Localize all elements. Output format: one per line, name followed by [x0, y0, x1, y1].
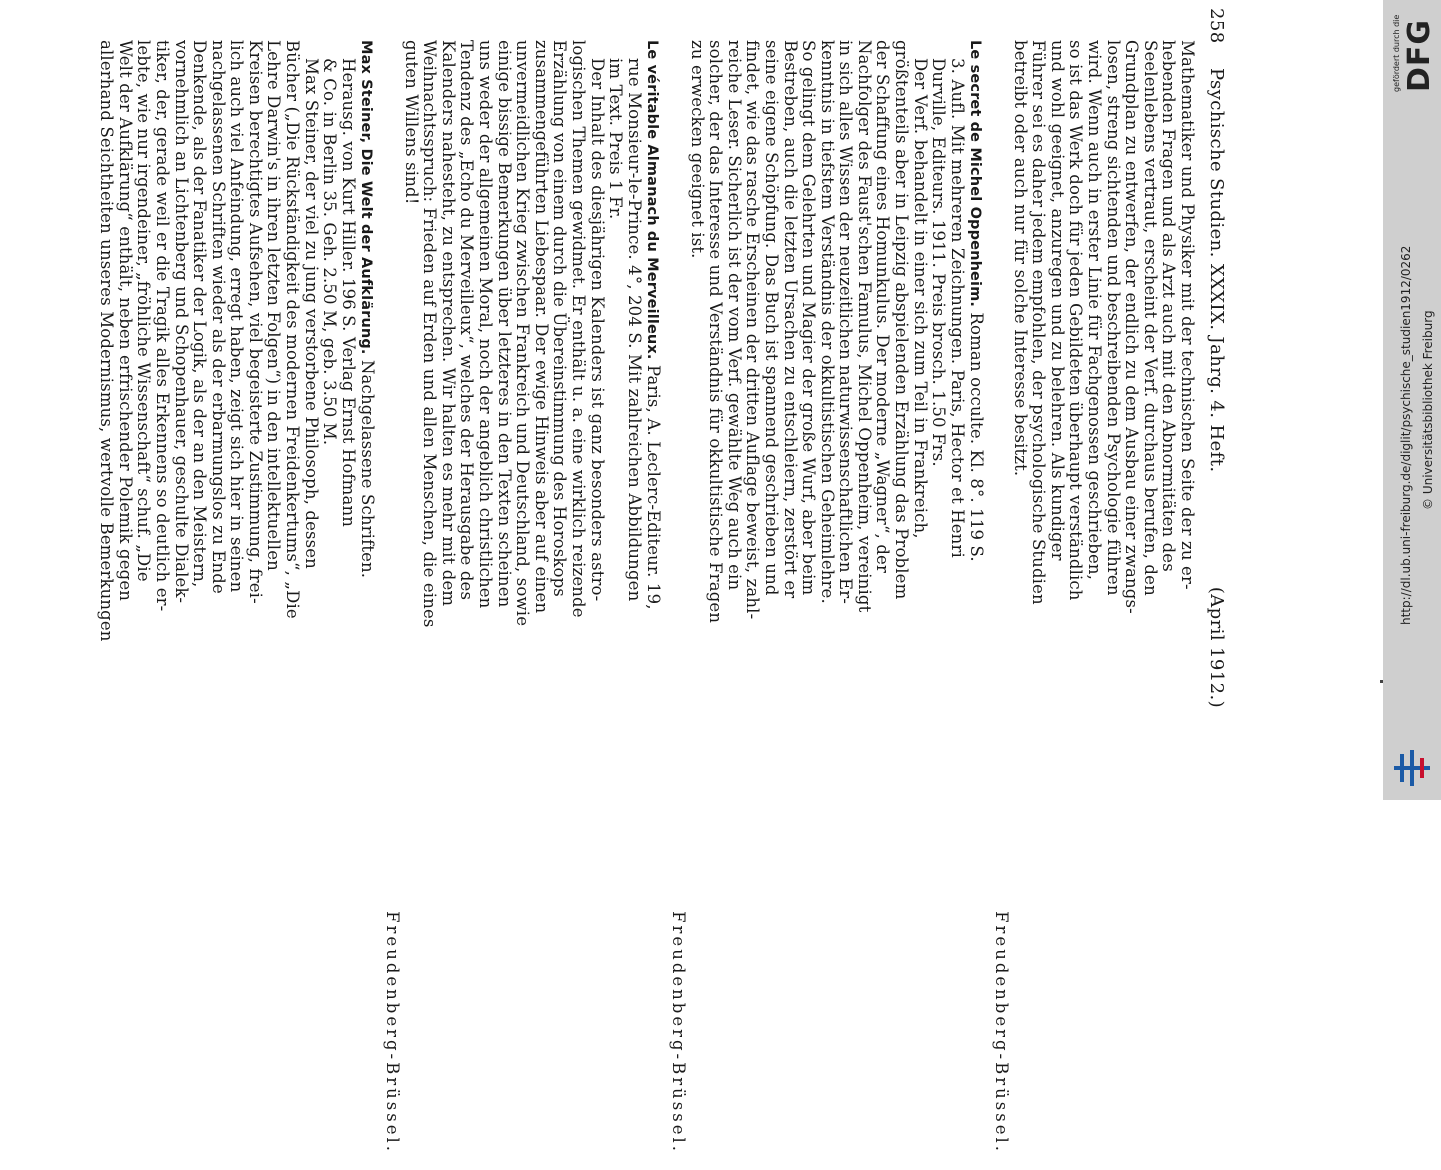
text-line: Grundplan zu entwerfen, der endlich zu dem Ausbau einer zwangs-	[1122, 40, 1142, 614]
text-line: Max Steiner, der viel zu jung verstorbene Philosoph, dessen	[301, 58, 321, 569]
text-line: Welt der Aufklärung“ enthält, neben erfrischender Polemik gegen	[115, 40, 135, 602]
text-line: Der Inhalt des diesjährigen Kalenders ist ganz besonders astro-	[587, 58, 607, 602]
text-line: tiker, der, gerade weil er die Tragik alles Erkennens so deutlich er-	[152, 40, 172, 612]
bibliographic-line: 3. Aufl. Mit mehreren Zeichnungen. Paris, Hector et Henri	[947, 58, 967, 558]
text-line: lich auch viel Anfeindung, erregt haben, zeigt sich hier in seinen	[227, 40, 247, 593]
review-secret-michel-oppenheim	[668, 40, 985, 1170]
dfg-logo: DFG	[1402, 18, 1437, 92]
bibliographic-line: im Text. Preis 1 Fr.	[606, 58, 626, 220]
text-line: Lehre Darwin's in ihren letzten Folgen“) in den intellektuellen	[264, 40, 284, 571]
text-line: Führer sei es daher jedem empfohlen, der psychologische Studien	[1029, 40, 1049, 605]
text-line: lebte, wie nur irgendeiner, „fröhliche Wissenschaft“ schuf. „Die	[134, 40, 154, 582]
review-title: Max Steiner, Die Welt der Aufklärung.	[358, 40, 375, 355]
text-line: allerhand Seichtheiten unseres Modernismus, wertvolle Bemerkungen	[97, 40, 117, 642]
review-title: Le secret de Michel Oppenheim.	[967, 40, 984, 308]
review-bibliographic-info: Paris, A. Leclerc-Editeur. 19,	[644, 359, 664, 610]
bibliographic-line: & Co. in Berlin 35. Geh. 2.50 M, geb. 3.50 M.	[320, 58, 340, 446]
text-line: wird. Wenn auch in erster Linie für Fachgenossen geschrieben,	[1085, 40, 1105, 581]
review-almanach-du-merveilleux	[382, 40, 662, 1170]
bibliographic-line: Herausg. von Kurt Hiller. 196 S. Verlag Ernst Hofmann	[338, 58, 358, 527]
text-line: Mathematiker und Physiker mit der technischen Seite der zu er-	[1178, 40, 1197, 590]
review-bibliographic-info: Roman occulte. Kl. 8°. 119 S.	[967, 307, 987, 562]
review-title-line	[357, 40, 377, 1170]
text-line: in sich alles Wissen der neuzeitlichen naturwissenschaftlichen Er-	[836, 40, 856, 605]
text-line: Bücher („Die Rückständigkeit des modernen Freidenkertums“, „Die	[283, 40, 303, 619]
text-line: nachgelassenen Schriften wieder als der erbarmungslos zu Ende	[208, 40, 228, 594]
text-line: unvermeidlichen Krieg zwischen Frankreich und Deutschland, sowie	[513, 40, 533, 627]
text-line: vornehmlich an Lichtenberg und Schopenhauer, geschulte Dialek-	[171, 40, 191, 604]
review-welt-der-aufklaerung	[97, 40, 377, 1170]
scanned-page	[58, 0, 1238, 1154]
text-line: Seelenlebens vertraut, erscheint der Verf. durchaus berufen, den	[1140, 40, 1160, 596]
text-line: solcher, der das Interesse und Verständnis für okkultistische Fragen	[706, 40, 726, 624]
text-line: Erzählung von einem durch die Übereinstimmung des Horoskops	[550, 40, 570, 597]
text-line: und wohl geeignet, anzuregen und zu belehren. Als kundiger	[1047, 40, 1067, 561]
text-line: so ist das Werk doch für jeden Gebildeten überhaupt verständlich	[1066, 40, 1086, 601]
source-url: http://dl.ub.uni-freiburg.de/diglit/psychische_studien1912/0262	[1399, 245, 1413, 625]
review-title-line	[643, 40, 663, 1170]
reviewer-signature: Freudenberg-Brüssel.	[383, 911, 403, 1154]
text-line: Nachfolger des Faust'schen Famulus, Michel Oppenheim, vereinigt	[854, 40, 874, 613]
text-line: hebenden Fragen und als Arzt auch mit den Abnormitäten des	[1159, 40, 1179, 572]
text-line: So gelingt dem Gelehrten und Magier der große Wurf, aber beim	[799, 40, 819, 596]
funding-note: gefördert durch die	[1392, 14, 1401, 92]
page-header	[1204, 8, 1228, 708]
page-body	[97, 40, 1196, 1170]
reviewer-signature: Freudenberg-Brüssel.	[992, 911, 1012, 1154]
text-line: Kreisen berechtigtes Aufsehen, viel begeisterte Zustimmung, frei-	[245, 40, 265, 604]
text-line: einige bissige Bemerkungen über letzteres in den Texten scheinen	[494, 40, 514, 608]
text-line: seine eigene Schöpfung. Das Buch ist spannend geschrieben und	[761, 40, 781, 596]
text-line: der Schaffung eines Homunkulus. Der moderne „Wagner“, der	[873, 40, 893, 574]
text-line: größtenteils aber in Leipzig abspielenden Erzählung das Problem	[892, 40, 912, 600]
review-continuation	[991, 40, 1196, 1170]
text-line: logischen Themen gewidmet. Er enthält u. a. eine wirklich reizende	[569, 40, 588, 618]
reviewer-signature: Freudenberg-Brüssel.	[668, 911, 688, 1154]
review-title-line	[966, 40, 986, 1170]
review-title: Le véritable Almanach du Merveilleux.	[644, 40, 661, 360]
text-line: guten Willens sind!	[401, 40, 421, 205]
text-line: kenntnis in tiefstem Verständnis der okkultistischen Geheimlehre.	[817, 40, 837, 604]
library-credit: © Universitätsbibliothek Freiburg	[1421, 310, 1435, 510]
text-line: zu erwecken geeignet ist.	[687, 40, 707, 259]
issue-date: (April 1912.)	[1206, 586, 1227, 708]
text-line: Bestreben, auch die letzten Ursachen zu entschleiern, zerstört er	[780, 40, 800, 599]
text-line: findet, wie das rasche Erscheinen der dritten Auflage beweist, zahl-	[743, 40, 763, 620]
review-bibliographic-info: Nachgelassene Schriften.	[358, 354, 378, 579]
university-logo-icon	[1392, 748, 1432, 788]
scan-speck	[1380, 680, 1383, 683]
running-head: Psychische Studien. XXXIX. Jahrg. 4. Heft.	[1206, 68, 1227, 473]
text-line: Weihnachtsspruch: Frieden auf Erden und allen Menschen, die eines	[420, 40, 440, 628]
bibliographic-line: Durville, Editeurs. 1911. Preis brosch. 1.50 Frs.	[929, 58, 949, 467]
text-line: zusammengeführten Liebespaar. Der ewige Hinweis aber auf einen	[531, 40, 551, 614]
bibliographic-line: rue Monsieur-le-Prince. 4°, 204 S. Mit zahlreichen Abbildungen	[624, 58, 644, 602]
text-line: Denkende, als der Fanatiker der Logik, als der an den Meistern,	[190, 40, 210, 588]
text-line: Tendenz des „Echo du Merveilleux“, welches der Herausgabe des	[457, 40, 477, 601]
text-line: betreibt oder auch nur für solche Interesse besitzt.	[1010, 40, 1030, 477]
text-line: reiche Leser. Sicherlich ist der vom Verf. gewählte Weg auch ein	[724, 40, 744, 591]
text-line: losen, streng sichtenden und beschreibenden Psychologie führen	[1103, 40, 1123, 596]
page-number: 258	[1206, 8, 1227, 44]
text-line: Kalenders nahesteht, zu entsprechen. Wir halten es mehr mit dem	[438, 40, 458, 607]
text-line: uns weder der allgemeinen Moral, noch der angeblich christlichen	[476, 40, 496, 609]
text-line: Der Verf. behandelt in einer sich zum Teil in Frankreich,	[910, 58, 930, 539]
